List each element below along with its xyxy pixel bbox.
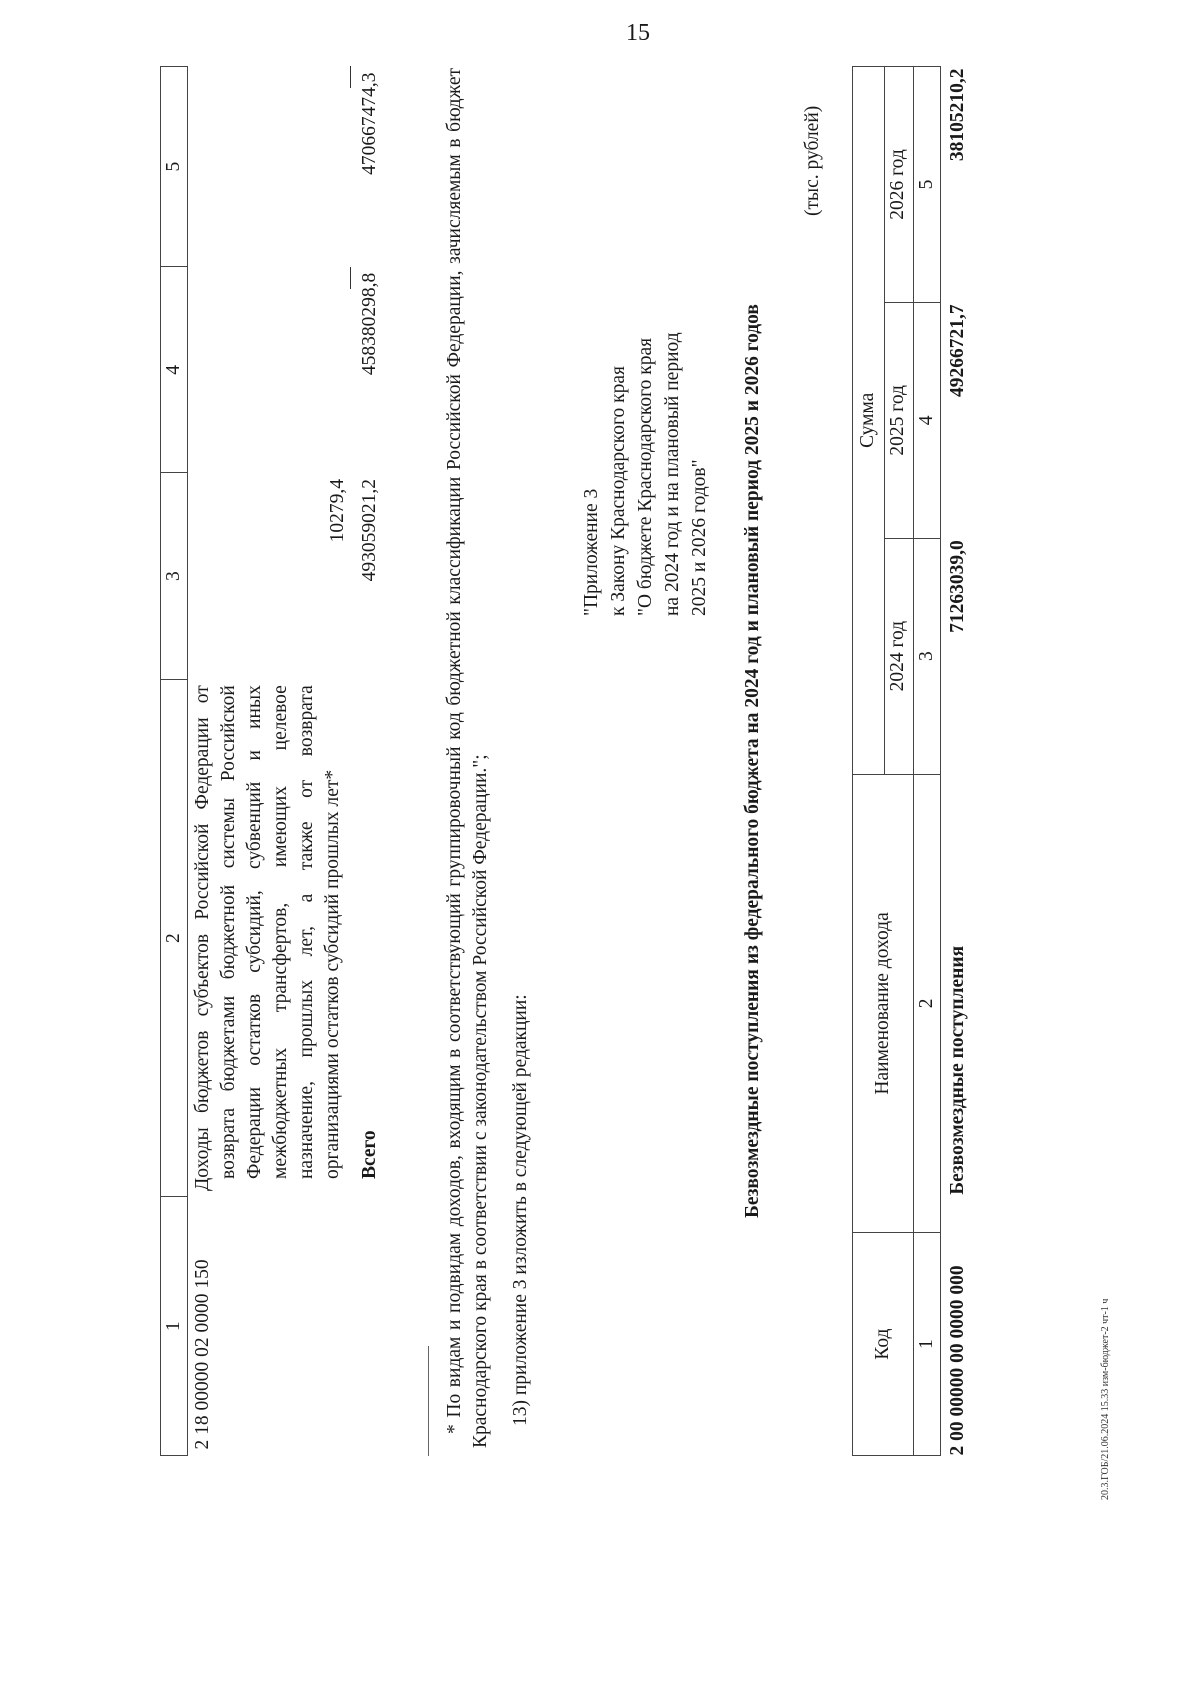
total-2025: 458380298,8	[359, 272, 380, 376]
col-sum-header: Сумма	[853, 67, 885, 775]
total-row	[351, 67, 383, 1456]
table-header-row	[161, 67, 188, 1456]
page-number: 15	[626, 20, 650, 46]
col-number-4: 4	[161, 267, 188, 473]
col-number-5: 5	[914, 67, 941, 303]
row-value-2025	[188, 267, 352, 473]
table-row	[941, 67, 972, 1456]
total-2026: 470667474,3	[359, 72, 380, 175]
col-number-1: 1	[161, 1197, 188, 1456]
col-number-5: 5	[161, 67, 188, 267]
year-2026-header: 2026 год	[884, 67, 913, 303]
row-value-2026	[188, 67, 352, 267]
total-code	[351, 1197, 383, 1456]
column-numbers-row	[914, 67, 941, 1456]
footnote: * По видам и подвидам доходов, входящим в соответствующий группировочный код бюджетной классификации Российской Федерации, зачисляемым в бюджет Краснодарского края в соответствии с законодательством Российской Федерации.";	[444, 68, 491, 1448]
col-number-4: 4	[914, 302, 941, 538]
total-label: Всего	[359, 1130, 380, 1179]
dash-2026	[350, 67, 351, 89]
rotated-page	[160, 66, 1160, 1456]
row-value-2024: 10279,4	[327, 478, 348, 543]
row-code: 2 00 00000 00 0000 000	[947, 1265, 968, 1456]
col-name-header: Наименование дохода	[853, 774, 914, 1233]
col-number-3: 3	[161, 473, 188, 679]
col-code-header: Код	[853, 1233, 914, 1456]
annex-caption	[578, 316, 713, 616]
total-2024: 493059021,2	[359, 478, 380, 582]
col-number-1: 1	[914, 1233, 941, 1456]
income-table	[160, 66, 383, 1456]
table-row	[188, 67, 352, 1456]
year-2025-header: 2025 год	[884, 302, 913, 538]
col-number-2: 2	[161, 679, 188, 1197]
federal-transfers-table	[852, 66, 971, 1456]
dash-2025	[350, 267, 351, 289]
units-label: (тыс. рублей)	[802, 105, 823, 216]
year-2024-header: 2024 год	[884, 538, 913, 774]
col-number-3: 3	[914, 538, 941, 774]
annex-line: "Приложение 3	[581, 488, 602, 616]
annex-line: 2025 и 2026 годов"	[689, 459, 710, 616]
col-number-2: 2	[914, 774, 941, 1233]
annex-line: к Закону Краснодарского края	[608, 366, 629, 616]
amendment-item: 13) приложение 3 изложить в следующей редакции:	[510, 994, 531, 1426]
row-code: 2 18 00000 02 0000 150	[192, 1259, 213, 1450]
row-name: Доходы бюджетов субъектов Российской Федерации от возврата бюджетами бюджетной системы Российской Федерации остатков субсидий, субвенций и иных межбюджетных трансфертов, имеющих целевое назначение, прошлых лет, а также от возврата организациями остатков субсидий прошлых лет*	[192, 685, 343, 1191]
row-name: Безвозмездные поступления	[947, 945, 968, 1195]
footnote-separator	[428, 1346, 429, 1456]
annex-line: "О бюджете Краснодарского края	[635, 337, 656, 616]
row-2024: 71263039,0	[947, 540, 968, 633]
row-2026: 38105210,2	[947, 68, 968, 162]
row-2025: 49266721,7	[947, 304, 968, 398]
header-row-1	[853, 67, 885, 1456]
annex-line: на 2024 год и на плановый период	[662, 332, 683, 616]
section-heading: Безвозмездные поступления из федерального бюджета на 2024 год и плановый период 2025 и 2026 годов	[742, 304, 763, 1218]
